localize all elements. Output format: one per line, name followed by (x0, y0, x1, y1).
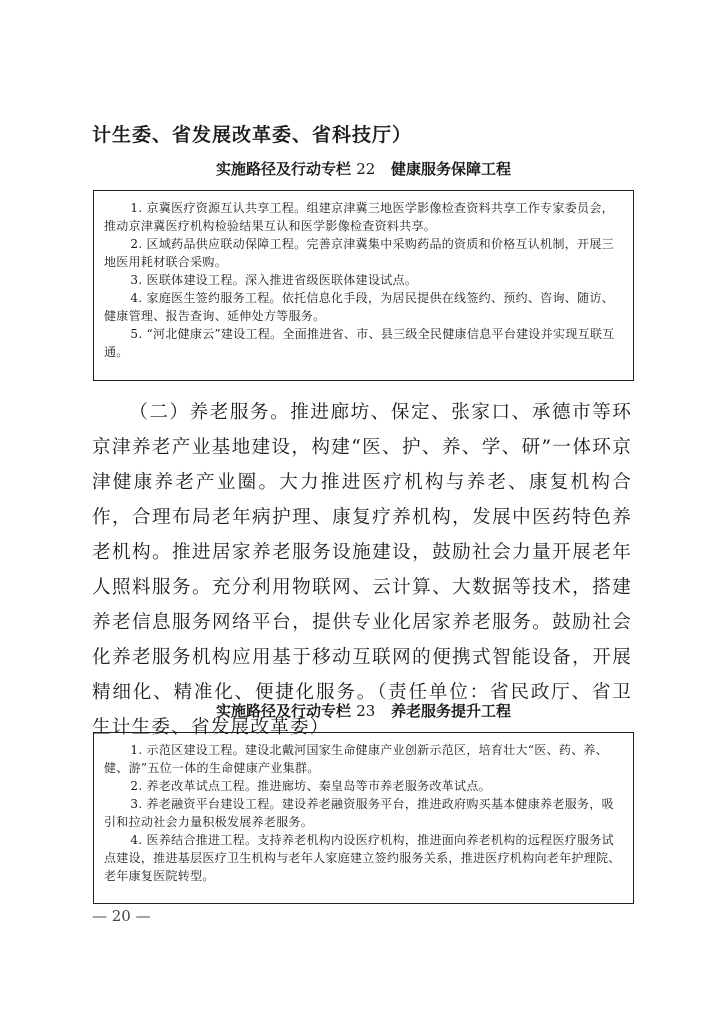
box22-item: 4. 家庭医生签约服务工程。依托信息化手段，为居民提供在线签约、预约、咨询、随访、健康管理、报告查询、延伸处方等服务。 (104, 291, 614, 323)
body-paragraph: （二）养老服务。推进廊坊、保定、张家口、承德市等环京津养老产业基地建设，构建“医、护、养、学、研”一体环京津健康养老产业圈。大力推进医疗机构与养老、康复机构合作，合理布局老年病护理、康复疗养机构，发展中医药特色养老机构。推进居家养老服务设施建设，鼓励社会力量开展老年人照料服务。充分利用物联网、云计算、大数据等技术，搭建养老信息服务网络平台，提供专业化居家养老服务。鼓励社会化养老服务机构应用基于移动互联网的便携式智能设备，开展精细化、精准化、便捷化服务。（责任单位：省民政厅、省卫生计生委、省发展改革委） (92, 402, 632, 738)
continued-text-line: 计生委、省发展改革委、省科技厅） (92, 124, 413, 146)
box22-title-number: 22 (356, 160, 376, 178)
box22-item: 1. 京冀医疗资源互认共享工程。组建京津冀三地医学影像检查资料共享工作专家委员会，推动京津冀医疗机构检验结果互认和医学影像检查资料共享。 (104, 201, 614, 233)
box23-heading (0, 700, 727, 721)
box22-title-name: 健康服务保障工程 (391, 160, 512, 178)
box23-title-prefix: 实施路径及行动专栏 (215, 702, 351, 720)
box23-item: 1. 示范区建设工程。建设北戴河国家生命健康产业创新示范区，培育壮大“医、药、养、健、游”五位一体的生命健康产业集群。 (104, 743, 609, 775)
page-number: — 20 — (92, 907, 151, 925)
box23-item: 4. 医养结合推进工程。支持养老机构内设医疗机构，推进面向养老机构的远程医疗服务试点建设，推进基层医疗卫生机构与老年人家庭建立签约服务关系，推进医疗机构向老年护理院、老年康复医院转型。 (104, 833, 621, 883)
box22-item: 2. 区域药品供应联动保障工程。完善京津冀集中采购药品的资质和价格互认机制，开展三地医用耗材联合采购。 (104, 237, 614, 269)
box23-frame (93, 732, 634, 904)
box23-title-number: 23 (356, 702, 376, 720)
box22-item: 5. “河北健康云”建设工程。全面推进省、市、县三级全民健康信息平台建设并实现互联互通。 (104, 327, 615, 359)
box23-item: 3. 养老融资平台建设工程。建设养老融资服务平台，推进政府购买基本健康养老服务，吸引和拉动社会力量积极发展养老服务。 (104, 797, 614, 829)
box22-item: 3. 医联体建设工程。深入推进省级医联体建设试点。 (130, 273, 418, 287)
body-section (92, 395, 632, 745)
box23-item: 2. 养老改革试点工程。推进廊坊、秦皇岛等市养老服务改革试点。 (130, 779, 491, 793)
box22-title-prefix: 实施路径及行动专栏 (215, 160, 351, 178)
box23-title-name: 养老服务提升工程 (391, 702, 512, 720)
box22-frame (93, 190, 634, 381)
box22-heading (0, 158, 727, 179)
